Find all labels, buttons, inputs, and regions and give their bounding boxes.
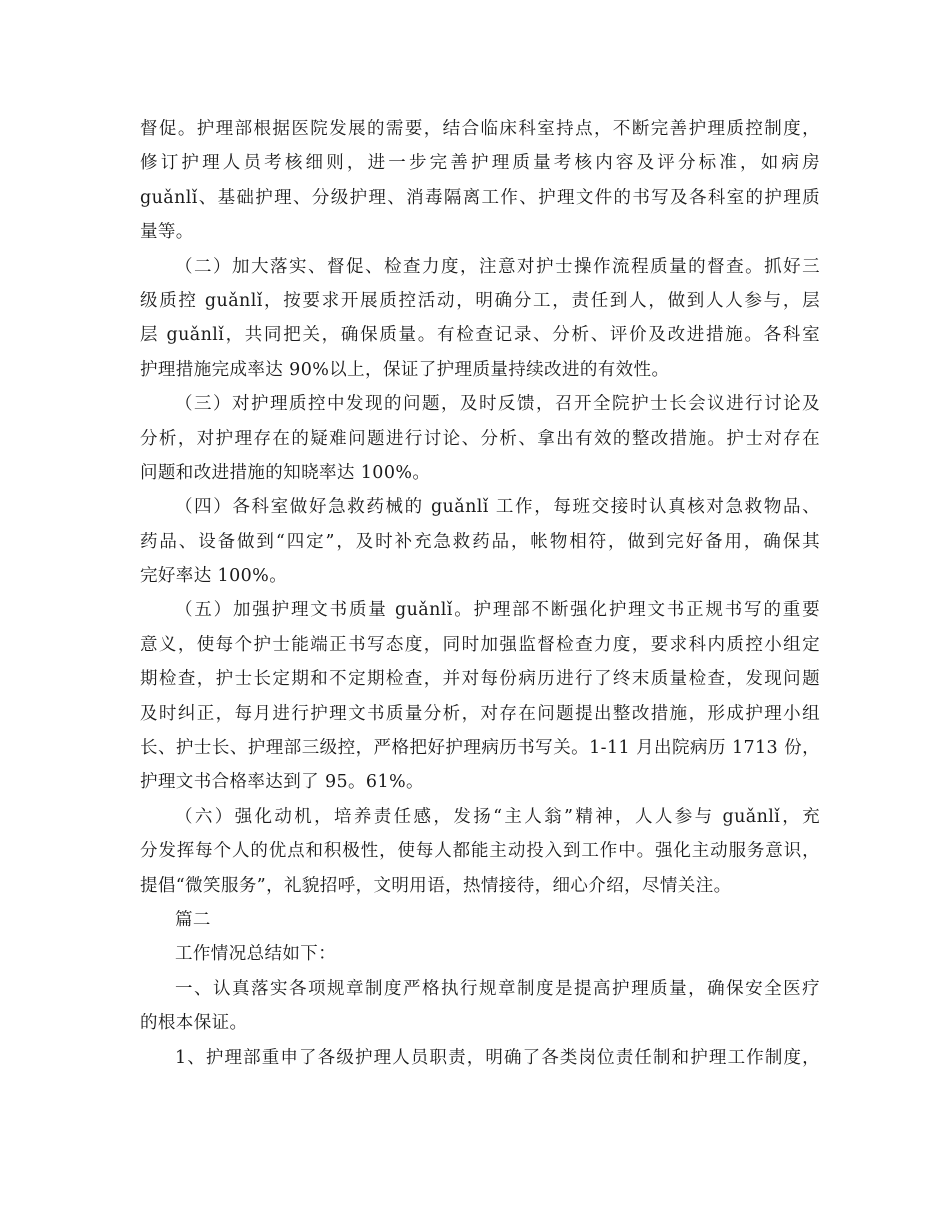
text-line: （五）加强护理文书质量 guǎnlǐ。护理部不断强化护理文书正规书写的重要 (175, 600, 820, 621)
text-line: 分发挥每个人的优点和积极性，使每人都能主动投入到工作中。强化主动服务意识， (140, 841, 820, 862)
text-line: 护理文书合格率达到了 95。61%。 (140, 772, 424, 793)
text-line: （四）各科室做好急救药械的 guǎnlǐ 工作，每班交接时认真核对急救物品、 (175, 497, 820, 518)
text-line: 意义，使每个护士能端正书写态度，同时加强监督检查力度，要求科内质控小组定 (140, 634, 820, 655)
text-line: 篇二 (175, 909, 211, 930)
text-line: 提倡“微笑服务”，礼貌招呼，文明用语，热情接待，细心介绍，尽情关注。 (140, 875, 732, 896)
text-line: 修订护理人员考核细则，进一步完善护理质量考核内容及评分标准，如病房 (140, 153, 820, 174)
text-line: （二）加大落实、督促、检查力度，注意对护士操作流程质量的督查。抓好三 (175, 256, 820, 277)
text-line: 完好率达 100%。 (140, 566, 288, 587)
text-line: 期检查，护士长定期和不定期检查，并对每份病历进行了终末质量检查，发现问题 (140, 669, 820, 690)
text-line: 长、护士长、护理部三级控，严格把好护理病历书写关。1-11 月出院病历 1713 份， (140, 738, 820, 759)
text-line: 量等。 (140, 222, 194, 243)
text-line: 及时纠正，每月进行护理文书质量分析，对存在问题提出整改措施，形成护理小组 (140, 703, 820, 724)
text-line: （三）对护理质控中发现的问题，及时反馈，召开全院护士长会议进行讨论及 (175, 394, 820, 415)
document-body (140, 112, 820, 1075)
text-line: 督促。护理部根据医院发展的需要，结合临床科室持点，不断完善护理质控制度， (140, 119, 820, 139)
text-line: 1、护理部重申了各级护理人员职责，明确了各类岗位责任制和护理工作制度， (175, 1047, 820, 1068)
text-line: 的根本保证。 (140, 1013, 248, 1034)
text-line: 分析，对护理存在的疑难问题进行讨论、分析、拿出有效的整改措施。护士对存在 (140, 428, 820, 449)
text-line: 问题和改进措施的知晓率达 100%。 (140, 462, 431, 483)
text-line: （六）强化动机，培养责任感，发扬“主人翁”精神，人人参与 guǎnlǐ，充 (175, 806, 820, 827)
text-line: 级质控 guǎnlǐ，按要求开展质控活动，明确分工，责任到人，做到人人参与，层 (140, 290, 820, 311)
text-line: guǎnlǐ、基础护理、分级护理、消毒隔离工作、护理文件的书写及各科室的护理质 (140, 187, 820, 208)
text-line: 层 guǎnlǐ，共同把关，确保质量。有检查记录、分析、评价及改进措施。各科室 (140, 325, 820, 346)
text-line: 药品、设备做到“四定”，及时补充急救药品，帐物相符，做到完好备用，确保其 (140, 531, 820, 552)
text-line: 护理措施完成率达 90%以上，保证了护理质量持续改进的有效性。 (140, 359, 670, 380)
text-line: 工作情况总结如下： (175, 944, 337, 965)
text-line: 一、认真落实各项规章制度严格执行规章制度是提高护理质量，确保安全医疗 (175, 978, 820, 999)
